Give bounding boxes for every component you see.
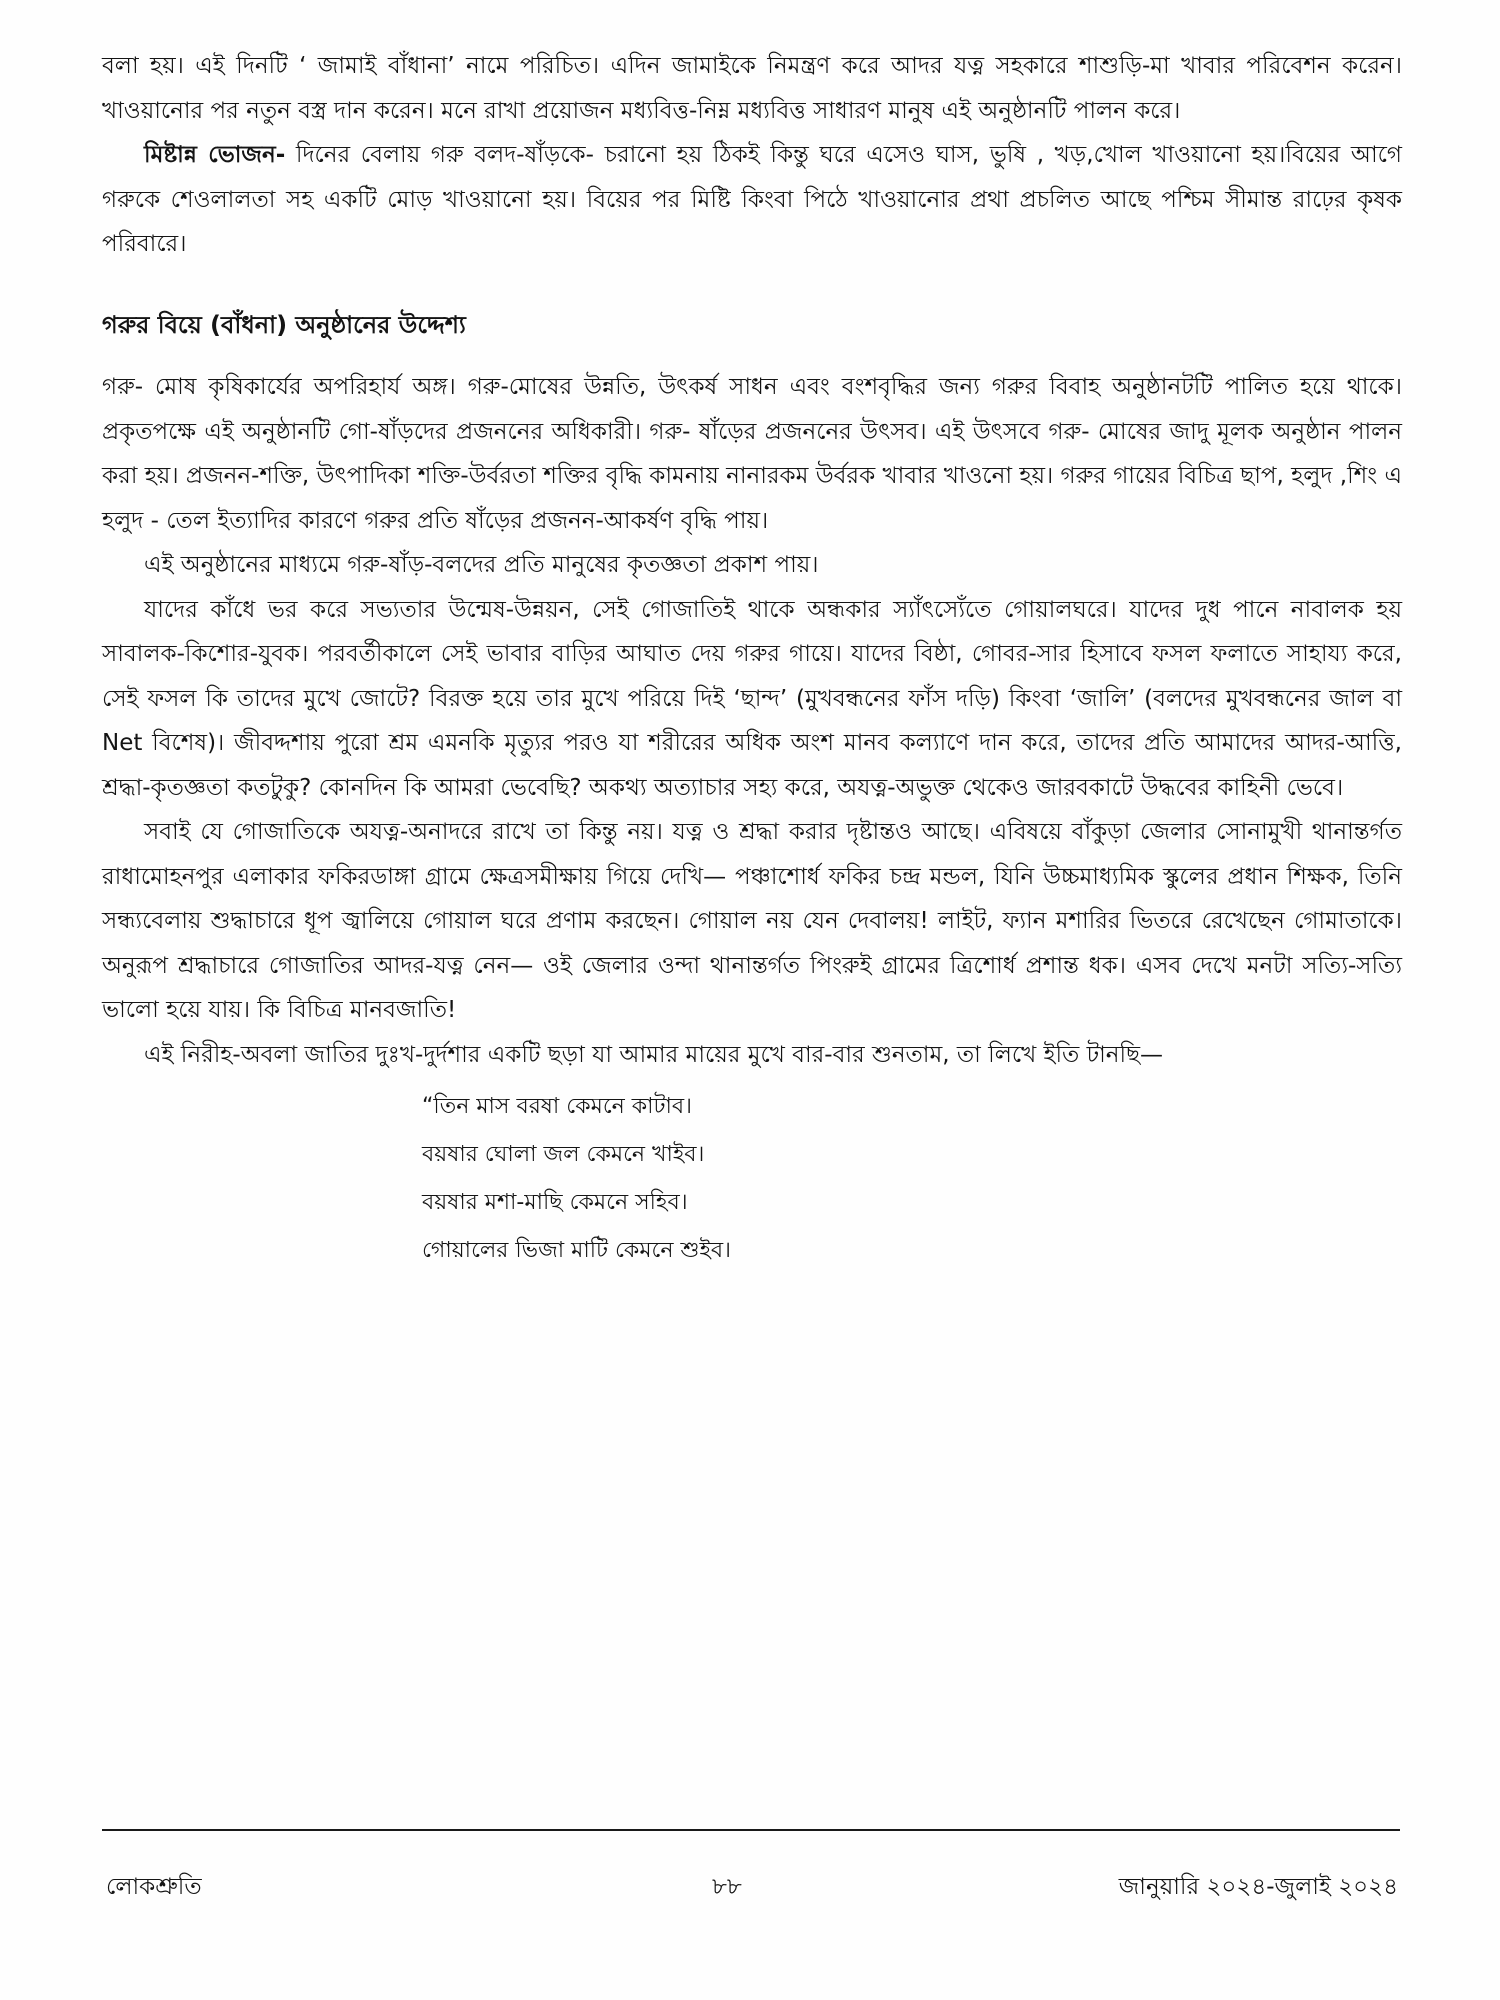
mishtanna-paragraph — [102, 133, 1402, 267]
purpose-paragraph: গরু- মোষ কৃষিকার্যের অপরিহার্য অঙ্গ। গরু-মোষের উন্নতি, উৎকর্ষ সাধন এবং বংশবৃদ্ধির জন্য গরুর বিবাহ অনুষ্ঠানটটি পালিত হয়ে থাকে। প্রকৃতপক্ষে এই অনুষ্ঠানটি গো-ষাঁড়দের প্রজননের অধিকারী। গরু- ষাঁড়ের প্রজননের উৎসব। এই উৎসবে গরু- মোষের জাদু মূলক অনুষ্ঠান পালন করা হয়। প্রজনন-শক্তি, উৎপাদিকা শক্তি-উর্বরতা শক্তির বৃদ্ধি কামনায় নানারকম উর্বরক খাবার খাওনো হয়। গরুর গায়ের বিচিত্র ছাপ, হলুদ ,শিং এ হলুদ - তেল ইত্যাদির কারণে গরুর প্রতি ষাঁড়ের প্রজনন-আকর্ষণ বৃদ্ধি পায়। — [102, 374, 1402, 534]
intro-paragraph: বলা হয়। এই দিনটি ‘ জামাই বাঁধানা’ নামে পরিচিত। এদিন জামাইকে নিমন্ত্রণ করে আদর যত্ন সহকারে শাশুড়ি-মা খাবার পরিবেশন করেন। খাওয়ানোর পর নতুন বস্ত্র দান করেন। মনে রাখা প্রয়োজন মধ্যবিত্ত-নিম্ন মধ্যবিত্ত সাধারণ মানুষ এই অনুষ্ঠানটি পালন করে। — [102, 53, 1402, 124]
rhyme-line: “তিন মাস বরষা কেমনে কাটাব। — [422, 1094, 693, 1119]
mishtanna-lead: মিষ্টান্ন ভোজন- — [144, 142, 286, 168]
article-body — [102, 44, 1402, 1275]
rhyme-line: বয়ষার মশা-মাছি কেমনে সহিব। — [422, 1190, 688, 1215]
issue-date: জানুয়ারি ২০২৪-জুলাই ২০২৪ — [1118, 1874, 1398, 1900]
rhyme-line: বয়ষার ঘোলা জল কেমনে খাইব। — [422, 1142, 705, 1167]
footer-divider — [102, 1829, 1400, 1831]
neglect-paragraph: যাদের কাঁধে ভর করে সভ্যতার উন্মেষ-উন্নয়ন, সেই গোজাতিই থাকে অন্ধকার স্যাঁৎস্যেঁতে গোয়ালঘরে। যাদের দুধ পানে নাবালক হয় সাবালক-কিশোর-যুবক। পরবর্তীকালে সেই ভাবার বাড়ির আঘাত দেয় গরুর গায়ে। যাদের বিষ্ঠা, গোবর-সার হিসাবে ফসল ফলাতে সাহায্য করে, সেই ফসল কি তাদের মুখে জোটে? বিরক্ত হয়ে তার মুখে পরিয়ে দিই ‘ছান্দ’ (মুখবন্ধনের ফাঁস দড়ি) কিংবা ‘জালি’ (বলদের মুখবন্ধনের জাল বা Net বিশেষ)। জীবদ্দশায় পুরো শ্রম এমনকি মৃত্যুর পরও যা শরীরের অধিক অংশ মানব কল্যাণে দান করে, তাদের প্রতি আমাদের আদর-আত্তি, শ্রদ্ধা-কৃতজ্ঞতা কতটুকু? কোনদিন কি আমরা ভেবেছি? অকথ্য অত্যাচার সহ্য করে, অযত্ন-অভুক্ত থেকেও জারবকাটে উদ্ধবের কাহিনী ভেবে। — [102, 596, 1402, 801]
mishtanna-text: দিনের বেলায় গরু বলদ-ষাঁড়কে- চরানো হয় ঠিকই কিন্তু ঘরে এসেও ঘাস, ভুষি , খড়,খোল খাওয়ানো হয়।বিয়ের আগে গরুকে শেওলালতা সহ একটি মোড় খাওয়ানো হয়। বিয়ের পর মিষ্টি কিংবা পিঠে খাওয়ানোর প্রথা প্রচলিত আছে পশ্চিম সীমান্ত রাঢ়ের কৃষক পরিবারে। — [102, 142, 1402, 257]
gratitude-paragraph: এই অনুষ্ঠানের মাধ্যমে গরু-ষাঁড়-বলদের প্রতি মানুষের কৃতজ্ঞতা প্রকাশ পায়। — [144, 552, 819, 578]
rhyme-line: গোয়ালের ভিজা মাটি কেমনে শুইব। — [422, 1238, 731, 1263]
folk-rhyme — [102, 1083, 1402, 1275]
page-number: ৮৮ — [712, 1874, 742, 1900]
rhyme-intro-paragraph: এই নিরীহ-অবলা জাতির দুঃখ-দুর্দশার একটি ছড়া যা আমার মায়ের মুখে বার-বার শুনতাম, তা লিখে ইতি টানছি— — [144, 1041, 1164, 1068]
care-example-paragraph: সবাই যে গোজাতিকে অযত্ন-অনাদরে রাখে তা কিন্তু নয়। যত্ন ও শ্রদ্ধা করার দৃষ্টান্তও আছে। এবিষয়ে বাঁকুড়া জেলার সোনামুখী থানান্তর্গত রাধামোহনপুর এলাকার ফকিরডাঙ্গা গ্রামে ক্ষেত্রসমীক্ষায় গিয়ে দেখি— পঞ্চাশোর্ধ ফকির চন্দ্র মন্ডল, যিনি উচ্চমাধ্যমিক স্কুলের প্রধান শিক্ষক, তিনি সন্ধ্যবেলায় শুদ্ধাচারে ধূপ জ্বালিয়ে গোয়াল ঘরে প্রণাম করছেন। গোয়াল নয় যেন দেবালয়! লাইট, ফ্যান মশারির ভিতরে রেখেছেন গোমাতাকে। অনুরূপ শ্রদ্ধাচারে গোজাতির আদর-যত্ন নেন— ওই জেলার ওন্দা থানান্তর্গত পিংরুই গ্রামের ত্রিশোর্ধ প্রশান্ত ধক। এসব দেখে মনটা সত্যি-সত্যি ভালো হয়ে যায়। কি বিচিত্র মানবজাতি! — [102, 819, 1402, 1023]
section-heading: গরুর বিয়ে (বাঁধনা) অনুষ্ঠানের উদ্দেশ্য — [102, 310, 466, 339]
journal-name: লোকশ্রুতি — [106, 1874, 202, 1900]
